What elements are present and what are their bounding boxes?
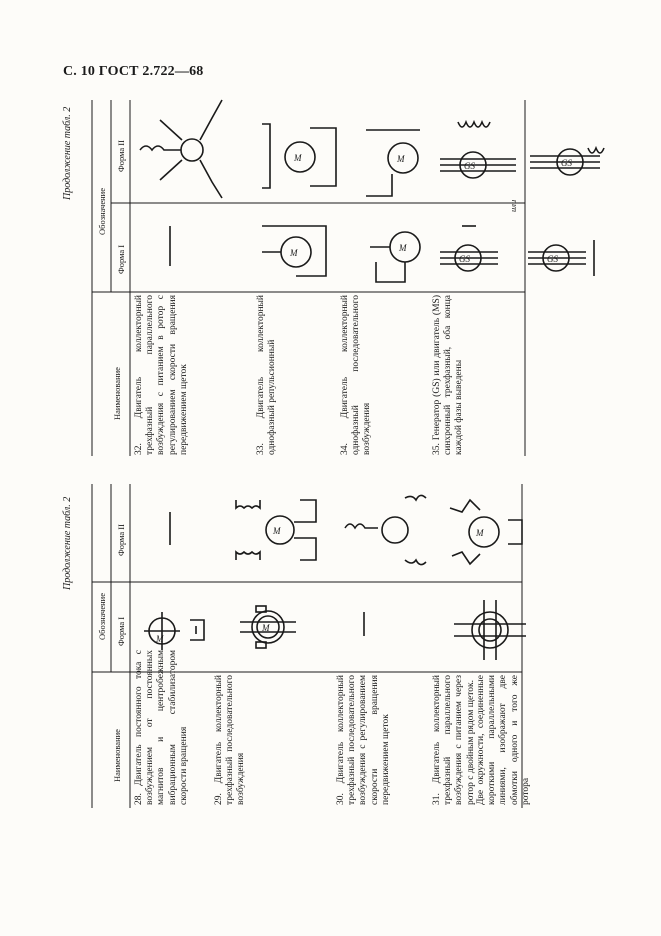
- left-row-28: 28. Двигатель постоянного тока с возбуждением от постоянных магнитов и центробежным вибрационным стабилизатором скорости вращения: [134, 650, 189, 805]
- svg-text:M: M: [294, 153, 302, 163]
- right-row-32: 32. Двигатель коллекторный трехфазный параллельного возбуждения с питанием в ротор с регулированием скорости вращения передвижением щеток: [134, 295, 189, 455]
- motor-symbol-33-form1: [262, 226, 326, 276]
- right-row-33: 33. Двигатель коллекторный однофазный репульсионный: [256, 295, 278, 455]
- svg-text:GS: GS: [561, 158, 572, 168]
- motor-symbol-33-form2: [262, 124, 336, 188]
- right-col-name: Наименование: [112, 367, 122, 420]
- right-row-35: 35. Генератор (GS) или двигатель (MS) синхронный трехфазный, оба конца каждой фазы выведены: [432, 295, 465, 455]
- generator-symbol-35-form2-a: [440, 122, 516, 178]
- motor-symbol-28-form1: [144, 612, 204, 650]
- right-col-designation: Обозначение: [97, 188, 107, 235]
- left-col-name: Наименование: [112, 729, 122, 782]
- right-caption: Продолжение табл. 2: [62, 106, 73, 200]
- motor-symbol-32-form2: [140, 100, 222, 198]
- motor-symbol-29-form1: [240, 606, 296, 648]
- left-row-31-note: Две окружности, соединенные короткими параллельными линиями, изображают две обмотки одного и того же ротора: [476, 675, 531, 805]
- left-col-form1: Форма I: [116, 616, 126, 646]
- left-col-designation: Обозначение: [97, 593, 107, 640]
- svg-text:M: M: [399, 243, 407, 253]
- generator-symbol-35-form1-a: [440, 226, 498, 271]
- motor-letter: M: [156, 634, 164, 644]
- gs-letter: GS: [459, 254, 470, 264]
- motor-symbol-34-form1: [370, 232, 420, 282]
- or-label: или: [508, 199, 518, 212]
- left-row-31: 31. Двигатель коллекторный трехфазный параллельного возбуждения с питанием через ротор с двойным рядом щеток.: [432, 675, 476, 805]
- motor-symbol-34-form2: [366, 130, 420, 196]
- left-row-29: 29. Двигатель коллекторный трехфазный последовательного возбуждения: [214, 675, 247, 805]
- left-col-form2: Форма II: [116, 524, 126, 556]
- svg-text:GS: GS: [464, 161, 475, 171]
- motor-symbol-29-form2: [236, 500, 316, 560]
- right-col-form2: Форма II: [116, 140, 126, 172]
- generator-symbol-35-form2-b: [530, 148, 604, 175]
- svg-text:M: M: [476, 528, 484, 538]
- left-row-30: 30. Двигатель коллекторный трехфазный последовательного возбуждения с регулированием скорости вращения передвижением щеток: [336, 675, 391, 805]
- svg-text:M: M: [262, 623, 270, 633]
- motor-symbol-31-form2: [450, 500, 522, 564]
- motor-symbol-30-form2: [345, 495, 426, 564]
- svg-text:GS: GS: [547, 254, 558, 264]
- generator-symbol-35-form1-b: [528, 240, 594, 276]
- page-header: С. 10 ГОСТ 2.722—68: [63, 64, 204, 79]
- svg-text:M: M: [290, 248, 298, 258]
- right-row-34: 34. Двигатель коллекторный однофазный последовательного возбуждения: [340, 295, 373, 455]
- left-caption: Продолжение табл. 2: [62, 496, 73, 590]
- right-col-form1: Форма I: [116, 244, 126, 274]
- motor-symbol-31-form1: [454, 600, 526, 660]
- svg-text:M: M: [397, 154, 405, 164]
- svg-text:M: M: [273, 526, 281, 536]
